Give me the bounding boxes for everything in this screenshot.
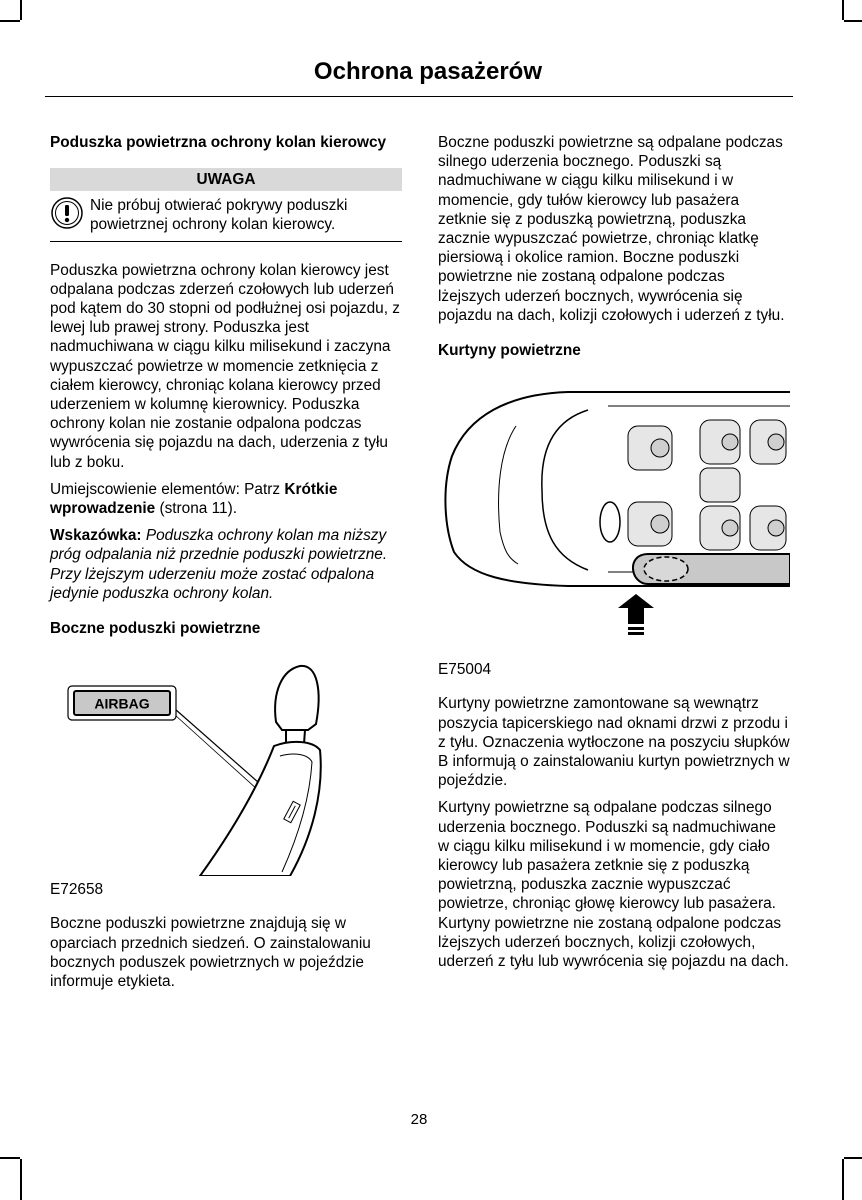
location-suffix: (strona 11). <box>155 500 238 518</box>
crop-mark <box>844 1157 862 1159</box>
quick-intro-link[interactable]: Krótkie wprowadzenie <box>50 480 338 518</box>
crop-mark <box>842 0 844 20</box>
crop-mark <box>0 20 20 22</box>
heading-curtain-airbags: Kurtyny powietrzne <box>438 342 581 360</box>
warning-exclamation-icon <box>50 196 84 230</box>
airbag-badge-text: AIRBAG <box>94 695 150 712</box>
paragraph-side-airbag-location: Boczne poduszki powietrzne znajdują się w oparciach przednich siedzeń. O zainstalowaniu bocznych poduszek powietrznych w pojeździe informuje etykieta. <box>50 915 371 991</box>
right-column <box>438 133 790 979</box>
left-column <box>50 133 402 999</box>
impact-arrow-icon <box>618 594 654 635</box>
title-divider <box>45 96 793 97</box>
note-text: Poduszka ochrony kolan ma niższy próg odpalania niż przednie poduszki powietrzne. Przy lżejszym uderzeniu może zostać odpalona jedynie poduszka ochrony kolan. <box>50 527 388 602</box>
warning-box <box>50 196 402 241</box>
note-label: Wskazówka: <box>50 527 142 545</box>
paragraph-side-airbag-deployment: Boczne poduszki powietrzne są odpalane podczas silnego uderzenia bocznego. Poduszki są nadmuchiwane w ciągu kilku milisekund i w momencie, gdy tułów kierowcy lub pasażera zetknie się z poduszką powietrzną, poduszka zacznie wypuszczać powietrze, chroniąc klatkę piersiową i okolice ramion. Boczne poduszki powietrzne nie zostaną odpalone podczas lżejszych uderzeń bocznych, wywrócenia się pojazdu na dach, kolizji czołowych i uderzeń z tyłu. <box>438 134 785 324</box>
paragraph-curtain-location: Kurtyny powietrzne zamontowane są wewnątrz poszycia tapicerskiego nad oknami drzwi z przodu i z tyłu. Oznaczenia wytłoczone na poszyciu słupków B informują o zainstalowaniu kurtyn powietrznych w pojeździe. <box>438 695 790 790</box>
seat-airbag-illustration <box>50 662 402 876</box>
figure-label-car: E75004 <box>438 661 492 679</box>
crop-mark <box>0 1157 20 1159</box>
car-curtain-airbag-illustration <box>438 386 790 636</box>
crop-mark <box>20 1159 22 1200</box>
crop-mark <box>20 0 22 20</box>
paragraph-curtain-deployment: Kurtyny powietrzne są odpalane podczas silnego uderzenia bocznego. Poduszki są nadmuchiwane w ciągu kilku milisekund i w momencie, gdy ciało kierowcy lub pasażera zetknie się z poduszką powietrzną, poduszka zacznie wypuszczać powietrze, chroniąc głowę kierowcy lub pasażera. Kurtyny powietrzne nie zostaną odpalone podczas lżejszych uderzeń bocznych, kolizji czołowych, uderzeń z tyłu lub wywrócenia się pojazdu na dach. <box>438 799 789 971</box>
warning-title: UWAGA <box>50 168 402 191</box>
page-number: 28 <box>410 1111 428 1128</box>
heading-knee-airbag: Poduszka powietrzna ochrony kolan kierowcy <box>50 134 387 151</box>
crop-mark <box>842 1159 844 1200</box>
paragraph-component-location <box>50 480 402 518</box>
paragraph-knee-airbag: Poduszka powietrzna ochrony kolan kierowcy jest odpalana podczas zderzeń czołowych lub uderzeń pod kątem do 30 stopni od podłużnej osi pojazdu, z lewej lub prawej strony. Poduszka jest nadmuchiwana w ciągu kilku milisekund i zaczyna wypuszczać powietrze w momencie zetknięcia z ciałem kierowcy, chroniąc kolana kierowcy przed uderzeniem w kolumnę kierownicy. Poduszka ochrony kolan nie zostanie odpalona podczas wywrócenia się pojazdu na dach, uderzenia z tyłu lub z boku. <box>50 261 400 471</box>
page-title: Ochrona pasażerów <box>313 58 542 85</box>
location-prefix: Umiejscowienie elementów: Patrz <box>50 480 285 498</box>
crop-mark <box>844 20 862 22</box>
warning-text: Nie próbuj otwierać pokrywy poduszki powietrznej ochrony kolan kierowcy. <box>90 197 348 234</box>
figure-label-seat: E72658 <box>50 881 104 899</box>
paragraph-note <box>50 526 402 603</box>
heading-side-airbags: Boczne poduszki powietrzne <box>50 620 261 638</box>
